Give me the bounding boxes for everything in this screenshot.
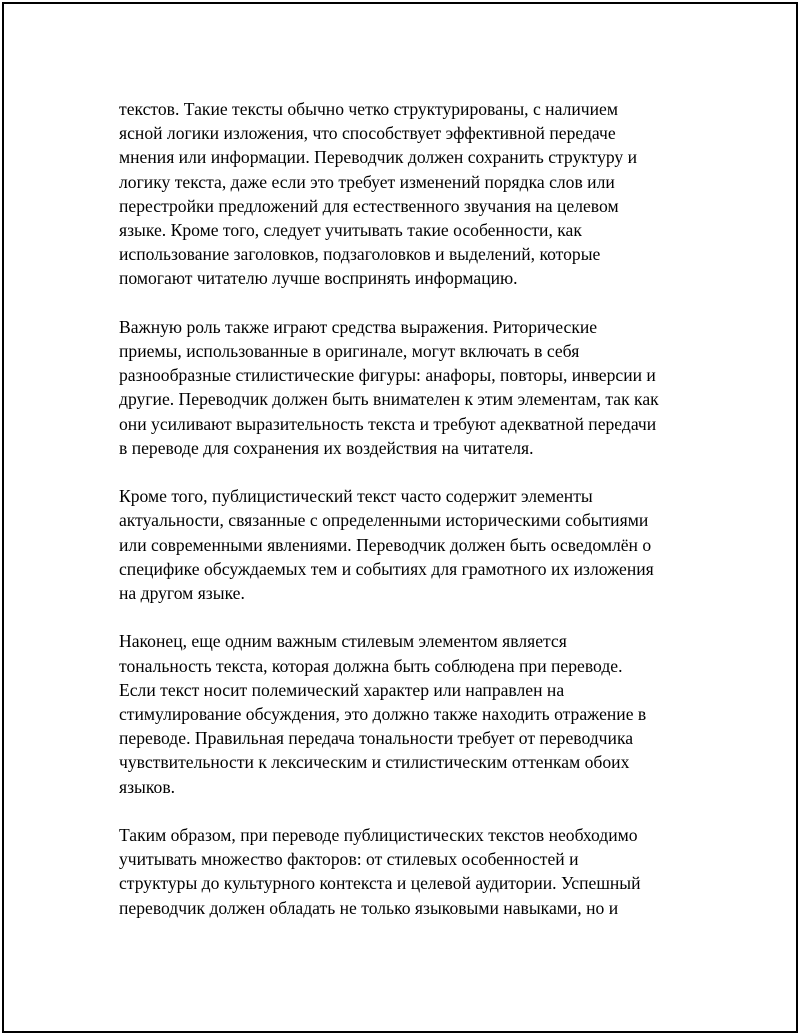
paragraph-5	[119, 823, 694, 920]
text-line: приемы, использованные в оригинале, могут включать в себя	[119, 341, 580, 362]
paragraph-1	[119, 97, 694, 291]
text-line: использование заголовков, подзаголовков и выделений, которые	[119, 244, 601, 265]
text-line: Если текст носит полемический характер или направлен на	[119, 679, 565, 700]
text-line: переводе. Правильная передача тональности требует от переводчика	[119, 728, 634, 749]
text-line: переводчик должен обладать не только языковыми навыками, но и	[119, 897, 619, 918]
text-line: актуальности, связанные с определенными историческими событиями	[119, 510, 649, 531]
document-page	[2, 2, 798, 1033]
paragraph-2	[119, 315, 694, 460]
text-line: языке. Кроме того, следует учитывать такие особенности, как	[119, 220, 582, 241]
paragraph-3	[119, 484, 694, 605]
text-line: структуры до культурного контекста и целевой аудитории. Успешный	[119, 873, 641, 894]
text-line: тональность текста, которая должна быть соблюдена при переводе.	[119, 655, 623, 676]
text-line: на другом языке.	[119, 583, 245, 604]
text-line: помогают читателю лучше воспринять информацию.	[119, 268, 518, 289]
text-line: стимулирование обсуждения, это должно также находить отражение в	[119, 704, 647, 725]
text-line: чувствительности к лексическим и стилистическим оттенкам обоих	[119, 752, 630, 773]
text-line: разнообразные стилистические фигуры: анафоры, повторы, инверсии и	[119, 365, 656, 386]
text-line: логику текста, даже если это требует изменений порядка слов или	[119, 171, 615, 192]
text-line: Важную роль также играют средства выражения. Риторические	[119, 316, 598, 337]
text-line: языков.	[119, 776, 176, 797]
text-line: в переводе для сохранения их воздействия на читателя.	[119, 437, 534, 458]
document-body	[119, 97, 694, 944]
text-line: они усиливают выразительность текста и требуют адекватной передачи	[119, 413, 657, 434]
text-line: другие. Переводчик должен быть внимателен к этим элементам, так как	[119, 389, 659, 410]
paragraph-4	[119, 629, 694, 798]
text-line: перестройки предложений для естественного звучания на целевом	[119, 195, 619, 216]
text-line: ясной логики изложения, что способствует эффективной передаче	[119, 123, 616, 144]
text-line: текстов. Такие тексты обычно четко структурированы, с наличием	[119, 99, 618, 119]
text-line: или современными явлениями. Переводчик должен быть осведомлён о	[119, 534, 652, 555]
text-line: Кроме того, публицистический текст часто содержит элементы	[119, 486, 593, 507]
text-line: специфике обсуждаемых тем и событиях для грамотного их изложения	[119, 558, 654, 579]
text-line: мнения или информации. Переводчик должен сохранить структуру и	[119, 147, 638, 168]
text-line: Таким образом, при переводе публицистических текстов необходимо	[119, 825, 638, 846]
text-line: Наконец, еще одним важным стилевым элементом является	[119, 631, 567, 652]
text-line: учитывать множество факторов: от стилевых особенностей и	[119, 849, 579, 870]
